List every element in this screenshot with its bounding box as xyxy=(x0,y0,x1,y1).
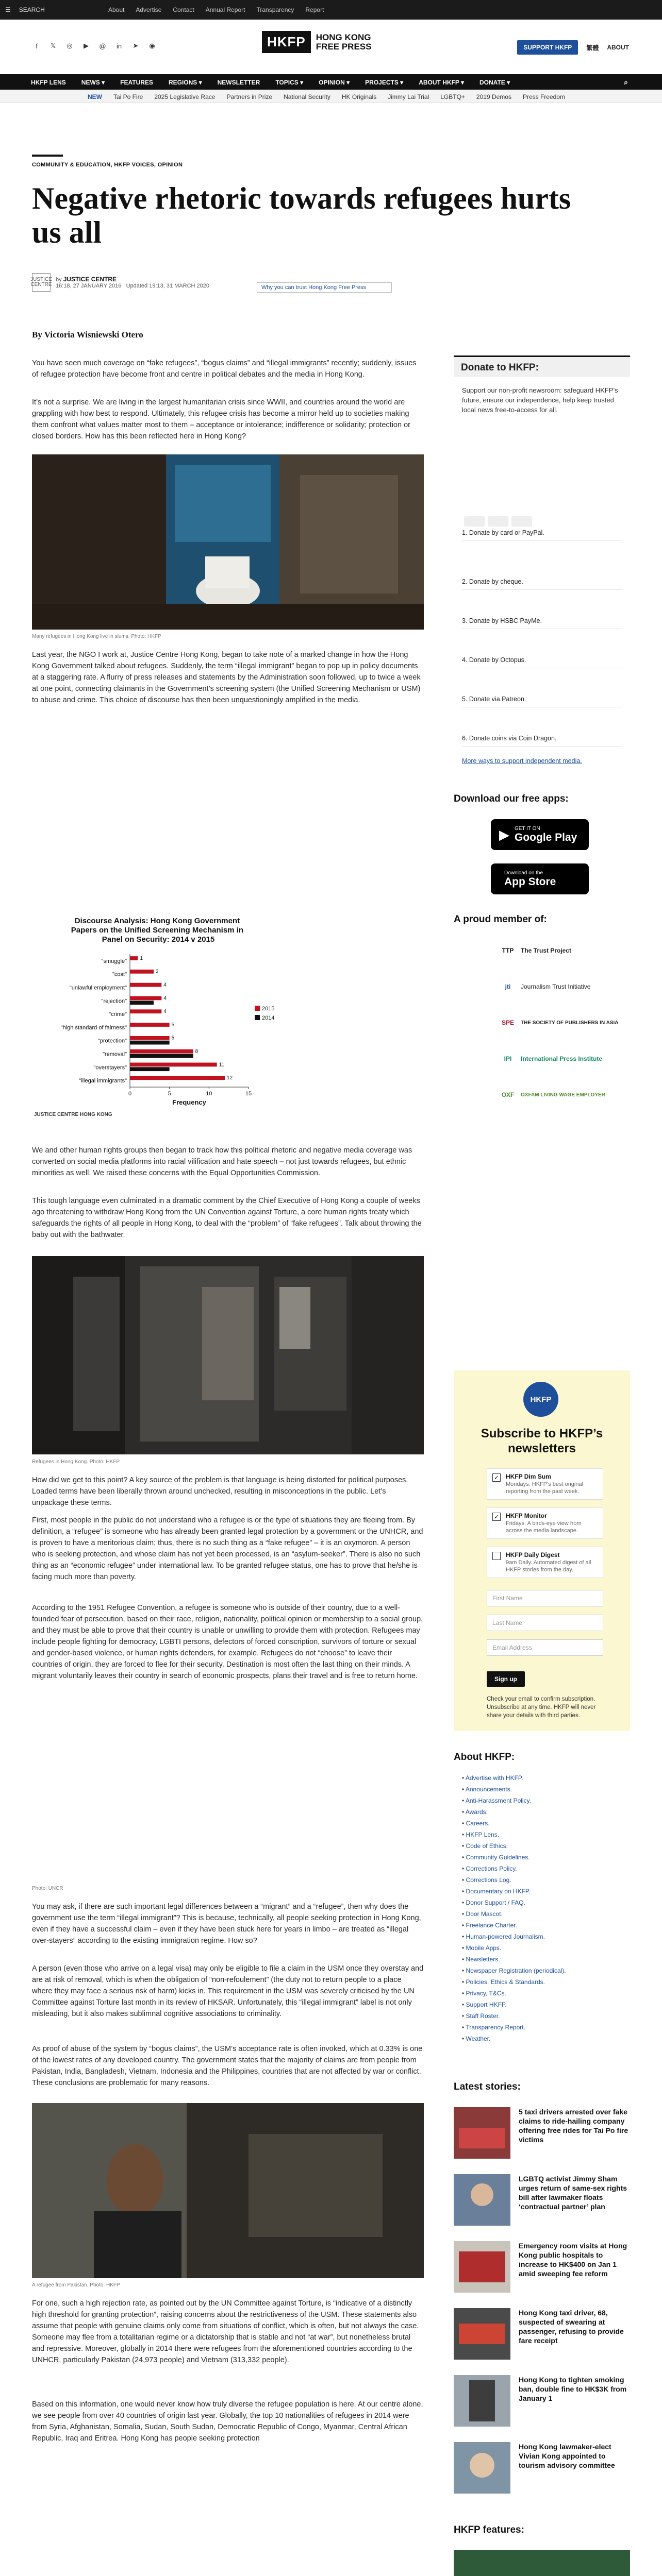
logo-text xyxy=(316,33,372,52)
about-link[interactable]: • Advertise with HKFP. xyxy=(462,1772,617,1784)
paragraph: Based on this information, one would never know how truly diverse the refugee population is here. At our centre alone, we see people from over 40 countries of origin last year. Globally, the top 10 nationalities of refugees in 2014 were from Syria, Afghanistan, Somalia, Sudan, South Sudan, Democratic Republic of Congo, Myanmar, Central African Republic, Iraq and Eritrea. Hong Kong has people seeking protection xyxy=(32,2400,423,2443)
paragraph: As proof of abuse of the system by “bogus claims”, the USM’s acceptance rate is often invoked, which at 0.33% is one of the lowest rates of any developed country. The government states that the majority of claims are from people from Pakistan, India, Bangladesh, Vietnam, Indonesia and the Philippines, countries that are not affected by war or conflict. These conclusions are problematic for many reasons. xyxy=(32,2045,423,2087)
chart-data-label: 3 xyxy=(156,969,159,975)
story-thumbnail xyxy=(454,2308,510,2360)
story-headline: 5 taxi drivers arrested over fake claims to ride-hailing company offering free rides for Tai Po fire victims xyxy=(519,2108,628,2144)
trending-link[interactable]: 2025 Legislative Race xyxy=(154,93,216,100)
chart-category-label: "illegal immigrants" xyxy=(79,1078,127,1084)
article-categories[interactable]: COMMUNITY & EDUCATION, HKFP VOICES, OPINION xyxy=(32,162,183,168)
about-link[interactable]: • Community Guidelines. xyxy=(462,1852,617,1863)
donate-option-payme[interactable] xyxy=(462,617,622,629)
google-play-button[interactable] xyxy=(491,819,589,850)
story-headline: Hong Kong to tighten smoking ban, double fine to HK$3K from January 1 xyxy=(519,2376,627,2402)
trending-link[interactable]: Partners in Prize xyxy=(226,93,273,100)
latest-story[interactable] xyxy=(454,2174,630,2231)
util-link-about[interactable]: About xyxy=(108,6,125,13)
chart-bar-2014 xyxy=(130,1067,170,1071)
newsletter-footnote: Check your email to confirm subscription. Unsubscribe at any time. HKFP will never share your details with third parties. xyxy=(487,1696,596,1719)
newsletter-option-desc: Mondays. HKFP's best original reporting from the past week. xyxy=(506,1481,584,1495)
trending-link[interactable]: LGBTQ+ xyxy=(440,93,465,100)
about-link[interactable]: • Newsletters. xyxy=(462,1954,617,1965)
paragraph: You may ask, if there are such important legal differences between a “migrant” and a “refugee”, then why does the government use the term “illegal immigrant”? This is because, technically, all people seeking protection in Hong Kong, even if they have a successful claim – even if they have been stuck here for years in limbo – are treated as “illegal over-stayers” according to the existing immigration regime. How so? xyxy=(32,1903,421,1945)
logo-mark: HKFP xyxy=(262,31,311,53)
paragraph: For one, such a high rejection rate, as pointed out by the UN Committee against Torture, is “indicative of a distinctly high threshold for granting protection”, raising concerns about the restrictiveness of the USM. These statements also assume that people with genuine claims only come from situations of conflict, which is often, but not always the case. Someone may flee from a totalitarian regime or a dictatorship that is stable and not “at war”, but nonetheless brutal and repressive. Moreover, globally in 2014 there were refugees from the aforementioned countries according to the UNHCR, particularly Pakistan (24,973 people) and Vietnam (313,332 people). xyxy=(32,2299,419,2364)
member-heading: A proud member of: xyxy=(454,914,547,925)
nav-item-regions[interactable]: REGIONS ▾ xyxy=(168,79,202,86)
support-hkfp-button[interactable]: SUPPORT HKFP xyxy=(517,40,578,55)
about-link[interactable]: • Code of Ethics. xyxy=(462,1840,617,1852)
about-link[interactable]: • Weather. xyxy=(462,2033,617,2044)
site-header xyxy=(0,20,662,74)
title-rule xyxy=(32,155,63,157)
ipi-logo-icon: IPI xyxy=(504,1055,512,1062)
chart-bar-2015 xyxy=(130,970,154,974)
util-link-transparency[interactable]: Transparency xyxy=(256,6,294,13)
newsletter-option-dim-sum[interactable] xyxy=(487,1468,603,1500)
chart-bar-2015 xyxy=(130,983,161,987)
newsletter-option-daily-digest[interactable] xyxy=(487,1547,603,1578)
util-link-report[interactable]: Report xyxy=(305,6,324,13)
chart-data-label: 5 xyxy=(171,1022,175,1028)
chart-data-label: 4 xyxy=(163,1009,167,1015)
latest-story[interactable] xyxy=(454,2107,630,2164)
discourse-chart xyxy=(32,912,285,1123)
donate-option-label: 6. Donate coins via Coin Dragon. xyxy=(462,735,557,742)
chart-data-label: 5 xyxy=(171,1035,175,1041)
about-link[interactable]: • Anti-Harassment Policy. xyxy=(462,1795,617,1806)
photo-caption: Refugees in Hong Kong. Photo: HKFP xyxy=(32,1459,120,1465)
nav-item-projects[interactable]: PROJECTS ▾ xyxy=(365,79,404,86)
jti-logo-icon: jti xyxy=(505,983,511,990)
store-big-text: App Store xyxy=(504,875,556,888)
telegram-icon[interactable]: ➤ xyxy=(133,42,139,49)
publish-date: 16:18, 27 JANUARY 2016 xyxy=(56,283,122,289)
util-link-annual-report[interactable]: Annual Report xyxy=(205,6,245,13)
chart-bar-2015 xyxy=(130,1076,225,1080)
nav-item-topics[interactable]: TOPICS ▾ xyxy=(275,79,304,86)
member-name: Journalism Trust Initiative xyxy=(521,982,591,990)
trending-badge: NEW xyxy=(88,93,102,100)
logo-line-2: FREE PRESS xyxy=(316,41,372,52)
article-author-line: By Victoria Wisniewski Otero xyxy=(32,330,143,340)
checkbox-icon[interactable] xyxy=(492,1552,501,1560)
chart-bar-2015 xyxy=(130,1023,170,1027)
chart-data-label: 4 xyxy=(163,995,167,1002)
story-headline: Hong Kong taxi driver, 68, suspected of swearing at passenger, refusing to provide fare receipt xyxy=(519,2309,624,2345)
social-links xyxy=(31,40,158,52)
newsletter-option-monitor[interactable] xyxy=(487,1507,603,1539)
latest-story[interactable] xyxy=(454,2308,630,2365)
chart-category-label: "rejection" xyxy=(101,998,127,1005)
chart-data-label: 8 xyxy=(195,1048,198,1055)
latest-heading: Latest stories: xyxy=(454,2081,521,2092)
chart-legend-swatch xyxy=(255,1006,260,1011)
search-link[interactable]: SEARCH xyxy=(19,6,45,13)
about-link[interactable]: • Newspaper Registration (periodical). xyxy=(462,1965,617,1976)
youtube-icon[interactable]: ▶ xyxy=(84,42,89,49)
newsletter-option-desc: 9am Daily. Automated digest of all HKFP stories from the day. xyxy=(506,1560,591,1573)
paragraph: It’s not a surprise. We are living in the largest humanitarian crisis since WWII, and countries around the world are grappling with how best to respond. Ultimately, this refugee crisis has become a mirror held up to societies making them confront what values matter most to them – acceptance or intolerance; indifference or solidarity; protection or closed borders. How has this been reflected here in Hong Kong? xyxy=(32,398,410,440)
chart-category-label: "crime" xyxy=(109,1011,127,1018)
member-name: THE SOCIETY OF PUBLISHERS IN ASIA xyxy=(521,1020,619,1026)
chart-title xyxy=(71,917,245,944)
donate-option-octopus[interactable] xyxy=(462,656,622,668)
chart-bar-2015 xyxy=(130,996,161,1001)
story-thumbnail xyxy=(454,2375,510,2427)
checkbox-icon[interactable]: ✓ xyxy=(492,1513,501,1521)
about-link[interactable]: • Policies, Ethics & Standards. xyxy=(462,1976,617,1988)
threads-icon[interactable]: @ xyxy=(99,42,106,50)
sopa-logo-icon: SPE xyxy=(501,1019,514,1026)
newsletter-logo: HKFP xyxy=(523,1382,558,1417)
store-small-text: GET IT ON xyxy=(515,825,540,832)
chart-category-label: "smuggle" xyxy=(101,958,127,964)
about-link[interactable]: • HKFP Lens. xyxy=(462,1829,617,1840)
chart-category-label: "unlawful employment" xyxy=(69,985,127,991)
linkedin-icon[interactable]: in xyxy=(116,42,122,50)
about-link[interactable]: • Door Mascot. xyxy=(462,1908,617,1920)
member-name: OXFAM LIVING WAGE EMPLOYER xyxy=(521,1092,605,1098)
donate-option-coins[interactable] xyxy=(462,735,622,747)
about-list xyxy=(462,1772,617,2044)
util-link-advertise[interactable]: Advertise xyxy=(136,6,162,13)
nav-item-about[interactable]: ABOUT HKFP ▾ xyxy=(419,79,465,86)
photo-caption: A refugee from Pakistan. Photo: HKFP xyxy=(32,2282,120,2288)
byline-prefix: by xyxy=(56,277,62,283)
about-link[interactable]: • Mobile Apps. xyxy=(462,1942,617,1954)
member-name: International Press Institute xyxy=(521,1055,603,1062)
trending-bar xyxy=(0,90,662,103)
latest-story[interactable] xyxy=(454,2241,630,2298)
member-oxfam[interactable] xyxy=(499,1087,605,1103)
chart-title-line: Panel on Security: 2014 v 2015 xyxy=(102,935,215,944)
about-link[interactable]: • Corrections Policy. xyxy=(462,1863,617,1874)
chart-x-tick-label: 10 xyxy=(206,1091,212,1097)
story-thumbnail xyxy=(454,2241,510,2293)
story-thumbnail xyxy=(454,2174,510,2226)
author-name[interactable]: JUSTICE CENTRE xyxy=(63,276,117,283)
chart-bar-2015 xyxy=(130,1063,217,1067)
about-heading: About HKFP: xyxy=(454,1752,515,1762)
donate-option-cheque[interactable] xyxy=(462,578,622,590)
paragraph: We and other human rights groups then began to track how this political rhetoric and negative media coverage was converted on social media platforms into racial vilification and hate speech – not just towards refugees, but ethnic minorities as well. We raised these concerns with the Equal Opportunities Commission. xyxy=(32,1146,412,1177)
newsletter-option-name: HKFP Daily Digest xyxy=(506,1551,560,1558)
photo-caption: Photo: UNCR xyxy=(32,1886,63,1891)
updated-date: Updated 19:13, 31 MARCH 2020 xyxy=(126,283,210,289)
paragraph: This tough language even culminated in a dramatic comment by the Chief Executive of Hong Kong a couple of weeks ago threatening to withdraw Hong Kong from the UN Convention against Torture, a core human rights treaty which safeguards the rights of all people in Hong Kong, to deal with the “problem” of “fake refugees”. Talk about throwing the baby out with the bathwater. xyxy=(32,1197,422,1239)
photo-caption: Many refugees in Hong Kong live in slums. Photo: HKFP xyxy=(32,634,161,639)
chart-data-label: 12 xyxy=(227,1075,233,1081)
about-link[interactable]: • Staff Roster. xyxy=(462,2010,617,2022)
latest-story[interactable] xyxy=(454,2442,630,2499)
about-link[interactable]: • Careers. xyxy=(462,1818,617,1829)
chart-data-label: 11 xyxy=(219,1062,225,1068)
paragraph: According to the 1951 Refugee Convention, a refugee is someone who is outside of their country, due to a well-founded fear of persecution, based on their race, religion, nationality, political opinion or membership to a social group, and they must be able to prove that their country is unable or unwilling to provide them with protection. Refugees may include people fighting for democracy, LGBTI persons, defectors of forced conscription, survivors of torture or sexual and gender-based violence, or human rights defenders, for example. Refugees do not “choose” to leave their countries of origin, they are forced to flee for their security. Destination is most often the last thing on their minds. A migrant voluntarily leaves their country in search of economic prospects, plans their travel and is free to return home. xyxy=(32,1604,423,1680)
trending-link[interactable]: National Security xyxy=(284,93,330,100)
facebook-icon[interactable]: f xyxy=(36,42,38,50)
chart-bar-2015 xyxy=(130,956,138,960)
article-photo-refugees xyxy=(32,1256,424,1454)
chart-category-label: "protection" xyxy=(97,1038,127,1044)
newsletter-option-name: HKFP Monitor xyxy=(506,1512,547,1519)
about-link[interactable]: • Freelance Charter. xyxy=(462,1920,617,1931)
nav-item-opinion[interactable]: OPINION ▾ xyxy=(319,79,350,86)
chart-legend-swatch xyxy=(255,1015,260,1020)
byline xyxy=(32,273,209,292)
rss-icon[interactable]: ◉ xyxy=(149,42,155,49)
story-headline: Hong Kong lawmaker-elect Vivian Kong appointed to tourism advisory committee xyxy=(519,2443,615,2469)
chart-data-label: 4 xyxy=(163,982,167,988)
member-name: The Trust Project xyxy=(521,946,572,954)
about-link[interactable]: • Corrections Log. xyxy=(462,1874,617,1886)
email-input[interactable]: Email Address xyxy=(487,1639,603,1656)
nav-item-newsletter[interactable]: NEWSLETTER xyxy=(217,79,260,86)
story-thumbnail xyxy=(454,2442,510,2494)
oxfam-logo-icon: OXF xyxy=(501,1091,515,1098)
sign-up-button[interactable]: Sign up xyxy=(487,1671,525,1687)
newsletter-option-name: HKFP Dim Sum xyxy=(506,1473,551,1480)
first-name-input[interactable]: First Name xyxy=(487,1590,603,1606)
util-link-contact[interactable]: Contact xyxy=(173,6,194,13)
x-icon[interactable]: 𝕏 xyxy=(50,42,56,49)
nav-item-lens[interactable]: HKFP LENS xyxy=(31,79,66,86)
store-big-text: Google Play xyxy=(515,831,577,843)
about-link[interactable]: • Transparency Report. xyxy=(462,2022,617,2033)
member-sopa[interactable] xyxy=(499,1015,618,1030)
nav-item-donate[interactable]: DONATE ▾ xyxy=(479,79,510,86)
trending-link[interactable]: 2019 Demos xyxy=(476,93,511,100)
trust-link[interactable]: Why you can trust Hong Kong Free Press xyxy=(257,282,392,293)
paragraph: How did we get to this point? A key source of the problem is that language is being distorted for political purposes. Loaded terms have been liberally thrown around unchecked, resulting in misconceptions in the public. Let’s unpackage these terms. xyxy=(32,1476,408,1507)
donate-title: Donate to HKFP: xyxy=(454,355,630,377)
trust-project-logo-icon: TTP xyxy=(502,947,514,954)
donate-option-label: 3. Donate by HSBC PayMe. xyxy=(462,617,542,624)
trending-link[interactable]: Tai Po Fire xyxy=(113,93,143,100)
trending-link[interactable]: Jimmy Lai Trial xyxy=(388,93,429,100)
paragraph: Last year, the NGO I work at, Justice Centre Hong Kong, began to take note of a marked change in how the Hong Kong Government talked about refugees. Suddenly, the term “illegal immigrant” began to pop up in policy documents at a staggering rate. A flurry of press releases and statements by the Administration soon followed, up to twice a week at one point, connecting claimants in the Government’s screening system (the Unified Screening Mechanism or USM) to abuse and crime. This choice of discourse has then been unquestioningly amplified in the media. xyxy=(32,651,421,704)
chart-x-tick-label: 5 xyxy=(168,1091,171,1097)
site-logo[interactable] xyxy=(262,31,371,53)
latest-story[interactable] xyxy=(454,2375,630,2432)
story-headline: Emergency room visits at Hong Kong public hospitals to increase to HK$400 on Jan 1 amid sweeping fee reform xyxy=(519,2242,627,2278)
paragraph: First, most people in the public do not understand who a refugee is or the type of situations they are fleeing from. By definition, a “refugee” is someone who has already been granted legal protection by a government or the UNHCR, and is proven to have a meritorious claim; thus, there is no such thing as a “fake refugee” – it is an oxymoron. A person who is seeking protection, and whose claim has not yet been processed, is an “asylum-seeker”. There is also no such thing as an “economic refugee” under international law. To be granted refugee status, one has to prove that he/she is facing much more than poverty. xyxy=(32,1516,423,1581)
store-small-text: Download on the xyxy=(504,870,543,876)
member-jti[interactable] xyxy=(499,979,590,994)
member-ipi[interactable] xyxy=(499,1051,602,1066)
chart-bar-2014 xyxy=(130,1041,170,1045)
about-link[interactable]: • Privacy, T&Cs. xyxy=(462,1988,617,1999)
chart-bar-2015 xyxy=(130,1049,193,1054)
chart-category-label: "cost" xyxy=(112,971,127,978)
newsletter-title: Subscribe to HKFP’s newsletters xyxy=(481,1427,603,1455)
member-trust-project[interactable] xyxy=(499,943,571,958)
about-link[interactable]: • Human-powered Journalism. xyxy=(462,1931,617,1942)
story-thumbnail xyxy=(454,2107,510,2159)
features-heading: HKFP features: xyxy=(454,2524,524,2535)
chart-title-line: Discourse Analysis: Hong Kong Government xyxy=(74,917,240,925)
instagram-icon[interactable]: ◎ xyxy=(67,42,73,49)
author-avatar[interactable]: JUSTICE CENTRE xyxy=(32,273,51,292)
app-store-button[interactable] xyxy=(491,863,589,894)
paragraph: A person (even those who arrive on a legal visa) may only be eligible to file a claim in the USM once they overstay and are at risk of removal, which is when the obligation of “non-refoulement” (the duty not to return people to a place where they may face a serious risk of harm) kicks in. This requirement in the USM was severely criticised by the UN Committee against Torture last month in its review of HKSAR. Unfortunately, this “illegal immigrant” label is not only misleading, but it also makes sublimnal cognitive associations to criminality. xyxy=(32,1964,424,2018)
donate-option-label: 4. Donate by Octopus. xyxy=(462,656,526,664)
donate-intro: Support our non-profit newsroom: safeguard HKFP’s future, ensure our independence, help keep trusted local news free-to-access for all. xyxy=(462,386,618,414)
feature-image[interactable] xyxy=(454,2550,630,2576)
google-play-icon: ▶ xyxy=(499,826,509,842)
about-link[interactable]: • Documentary on HKFP. xyxy=(462,1886,617,1897)
donate-option-label: 5. Donate via Patreon. xyxy=(462,696,526,703)
chinese-edition-link[interactable]: 繁體 xyxy=(586,44,599,52)
trending-link[interactable]: Press Freedom xyxy=(522,93,565,100)
chart-x-tick-label: 0 xyxy=(128,1091,132,1097)
last-name-input[interactable]: Last Name xyxy=(487,1615,603,1631)
article-title: Negative rhetoric towards refugees hurts us all xyxy=(32,181,571,249)
nav-item-features[interactable]: FEATURES xyxy=(120,79,153,86)
chart-category-label: "removal" xyxy=(103,1051,127,1058)
chart-bar-2015 xyxy=(130,1009,161,1013)
about-link[interactable]: • Donor Support / FAQ. xyxy=(462,1897,617,1908)
story-headline: LGBTQ activist Jimmy Sham urges return of same-sex rights bill after lawmaker floats ‘contractual partner’ plan xyxy=(519,2175,627,2211)
about-link[interactable]: • Support HKFP. xyxy=(462,1999,617,2010)
checkbox-icon[interactable]: ✓ xyxy=(492,1473,501,1482)
top-utility-bar xyxy=(0,0,662,20)
chart-title-line: Papers on the Unified Screening Mechanism in xyxy=(71,926,244,935)
nav-item-news[interactable]: NEWS ▾ xyxy=(81,79,105,86)
chart-legend-label: 2015 xyxy=(262,1006,275,1012)
donate-option-card[interactable] xyxy=(462,515,622,541)
chart-source: JUSTICE CENTRE HONG KONG xyxy=(34,1112,112,1117)
chart-legend-label: 2014 xyxy=(262,1015,275,1021)
chart-data-label: 1 xyxy=(140,955,143,961)
logo-line-1: HONG KONG xyxy=(316,32,371,42)
about-link[interactable]: ABOUT xyxy=(607,44,629,51)
more-ways-link[interactable]: More ways to support independent media. xyxy=(462,757,582,765)
chart-svg xyxy=(32,912,285,1123)
chart-category-label: "overstayers" xyxy=(93,1064,127,1071)
newsletter-option-desc: Fridays. A birds-eye view from across the media landscape. xyxy=(506,1520,582,1534)
chart-bar-2014 xyxy=(130,1054,193,1058)
article-photo-pakistan xyxy=(32,2103,424,2278)
donate-option-patreon[interactable] xyxy=(462,696,622,707)
chart-x-tick-label: 15 xyxy=(245,1091,252,1097)
article-photo-slum xyxy=(32,454,424,630)
chart-x-label: Frequency xyxy=(172,1098,206,1106)
donate-option-label: 1. Donate by card or PayPal. xyxy=(462,529,544,536)
about-link[interactable]: • Announcements. xyxy=(462,1784,617,1795)
chart-bar-2014 xyxy=(130,1001,154,1005)
apps-heading: Download our free apps: xyxy=(454,793,569,804)
menu-icon[interactable]: ☰ xyxy=(5,6,11,13)
chart-category-label: "high standard of fairness" xyxy=(60,1024,127,1031)
chart-bar-2015 xyxy=(130,1036,170,1040)
donate-option-label: 2. Donate by cheque. xyxy=(462,578,523,585)
main-nav xyxy=(0,74,662,90)
search-icon[interactable]: ⌕ xyxy=(624,78,628,86)
about-link[interactable]: • Awards. xyxy=(462,1806,617,1818)
paragraph: You have seen much coverage on “fake refugees”, “bogus claims” and “illegal immigrants” recently; suddenly, issues of refugee protection have become front and centre in political debates and the media in Hong Kong. xyxy=(32,359,417,379)
trending-link[interactable]: HK Originals xyxy=(341,93,377,100)
